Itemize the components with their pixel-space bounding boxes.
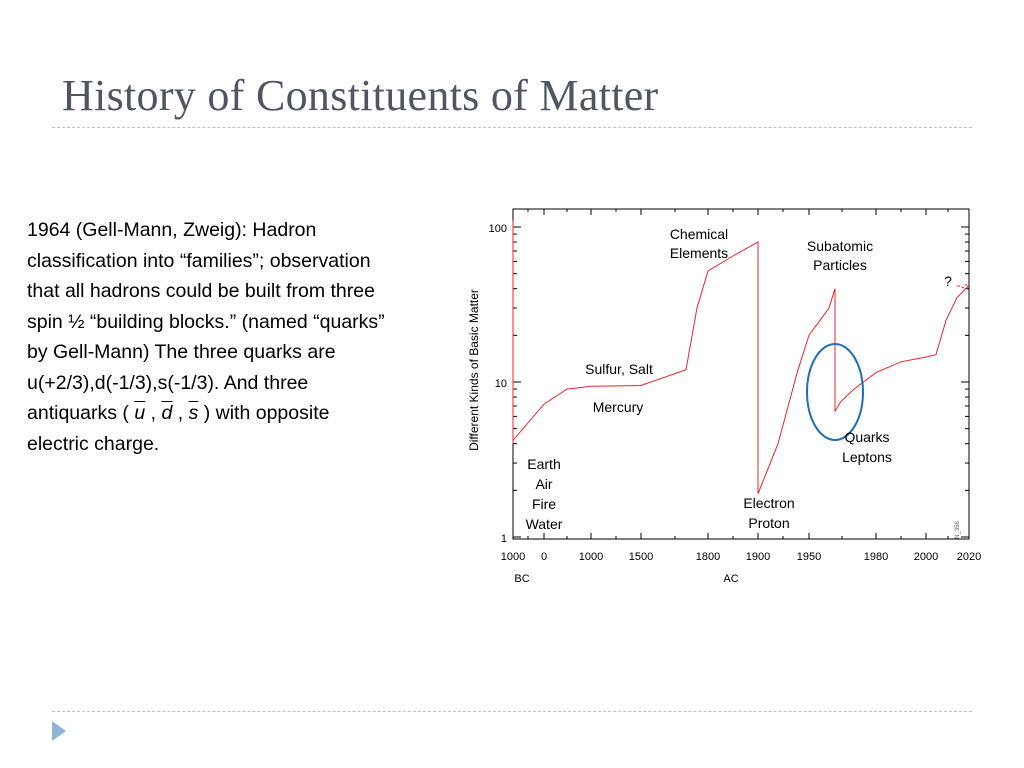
- series-line: [513, 221, 969, 494]
- title-divider: [52, 127, 972, 128]
- x-tick-label: 1950: [796, 551, 822, 563]
- x-tick-label: 1900: [745, 551, 771, 563]
- era-label-bc: BC: [514, 573, 530, 585]
- plot-frame: [513, 209, 969, 539]
- annotation-electron-proton: [743, 495, 794, 531]
- annotation-chemical-elements: [670, 226, 728, 261]
- figure-id: N_356: [955, 521, 961, 539]
- annotation-line: Leptons: [842, 449, 892, 465]
- annotation-line: Quarks: [844, 429, 890, 445]
- annotation-line: Elements: [669, 245, 729, 261]
- body-line: 1964 (Gell-Mann, Zweig): Hadron: [27, 219, 317, 241]
- body-text: [27, 215, 462, 459]
- antiquark-u: $\overline{u}$: [134, 402, 146, 424]
- body-line: by Gell-Mann) The three quarks are: [27, 341, 336, 363]
- next-slide-arrow-icon[interactable]: [52, 721, 66, 741]
- slide-title: History of Constituents of Matter: [62, 71, 659, 120]
- x-tick-label: 1800: [695, 551, 721, 563]
- y-tick-label: 1: [500, 533, 507, 545]
- x-tick-label: 2000: [913, 551, 939, 563]
- comma: ,: [177, 402, 184, 424]
- annotation-mercury: Mercury: [592, 399, 644, 415]
- annotation-question: ?: [944, 273, 952, 289]
- footer-divider: [52, 711, 972, 712]
- y-axis-label: Different Kinds of Basic Matter: [467, 289, 481, 451]
- body-line: classification into “families”; observation: [27, 249, 371, 272]
- annotation-line: Earth: [527, 456, 561, 472]
- body-line: electric charge.: [27, 432, 160, 455]
- antiquark-d: $\overline{d}$: [161, 402, 173, 424]
- antiquarks-prefix: antiquarks (: [27, 402, 129, 424]
- annotation-line: Proton: [748, 515, 790, 531]
- body-line: u(+2/3),d(-1/3),s(-1/3). And three: [27, 371, 309, 394]
- annotation-line: Electron: [743, 495, 795, 511]
- era-label-ac: AC: [723, 573, 739, 585]
- x-tick-label: 0: [540, 551, 548, 563]
- x-tick-label: 1000: [578, 551, 604, 563]
- annotation-line: Fire: [531, 496, 557, 512]
- axis-ticks: [513, 209, 969, 539]
- annotation-line: Water: [525, 516, 563, 532]
- x-tick-label: 1500: [628, 551, 654, 563]
- comma: ,: [150, 402, 157, 424]
- body-line: that all hadrons could be built from three: [27, 280, 375, 302]
- antiquarks-suffix: ) with opposite: [203, 402, 330, 424]
- annotation-earth-air-fire-water: [526, 456, 563, 532]
- annotation-sulfur-salt: Sulfur, Salt: [585, 361, 653, 377]
- annotation-line: Air: [535, 476, 553, 492]
- annotation-line: Particles: [813, 257, 867, 273]
- body-line: spin ½ “building blocks.” (named “quarks”: [27, 310, 385, 333]
- body-line-antiquarks: [27, 398, 462, 429]
- x-tick-label: 2020: [956, 551, 982, 563]
- y-tick-label: 100: [488, 223, 507, 235]
- annotation-quarks-leptons: [842, 429, 892, 465]
- antiquark-s: $\overline{s}$: [188, 402, 199, 424]
- annotation-line: Subatomic: [806, 238, 874, 254]
- annotation-line: Chemical: [669, 226, 729, 242]
- annotation-subatomic-particles: [807, 238, 873, 273]
- history-chart: [462, 200, 992, 590]
- x-tick-label: 1000: [500, 551, 526, 563]
- x-tick-label: 1980: [863, 551, 889, 563]
- y-tick-label: 10: [494, 378, 507, 390]
